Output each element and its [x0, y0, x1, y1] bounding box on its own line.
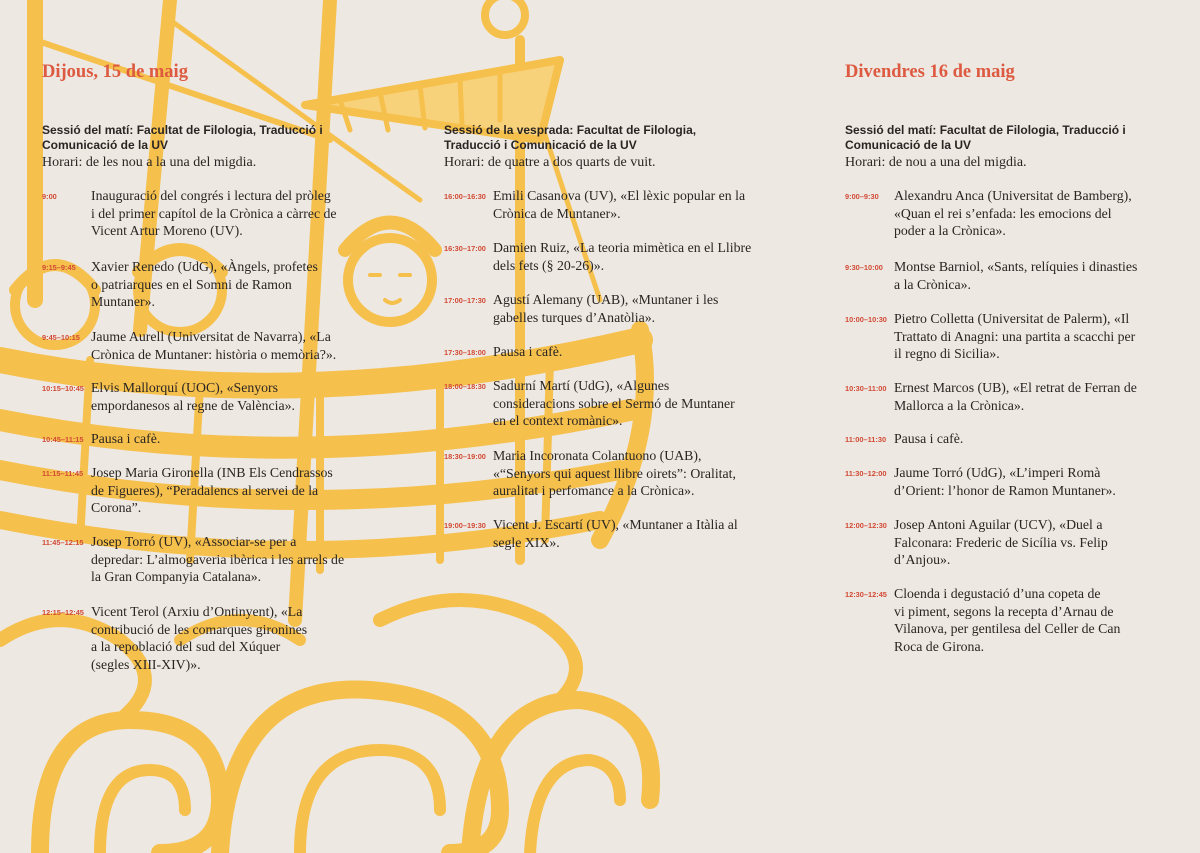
session-title-line: Traducció i Comunicació de la UV — [444, 138, 637, 152]
schedule-item — [42, 464, 362, 517]
event-time: 11:45–12:15 — [42, 538, 84, 547]
event-line: Emili Casanova (UV), «El lèxic popular en la — [493, 188, 746, 203]
event-line: a la repoblació del sud del Xúquer — [91, 639, 281, 654]
event-line: Agustí Alemany (UAB), «Muntaner i les — [493, 292, 719, 307]
event-line: Cloenda i degustació d’una copeta de — [894, 586, 1101, 601]
schedule-item — [845, 464, 1165, 499]
event-line: vi piment, segons la recepta d’Arnau de — [894, 603, 1114, 619]
event-line: empordanesos al regne de València». — [91, 397, 295, 413]
schedule-item — [444, 447, 774, 500]
schedule-item — [42, 533, 362, 586]
schedule-item — [845, 379, 1165, 414]
event-description — [894, 430, 1165, 448]
event-line: Ernest Marcos (UB), «El retrat de Ferran de — [894, 380, 1137, 395]
session-thursday-morning — [42, 123, 362, 171]
event-line: Muntaner». — [91, 294, 155, 309]
event-line: Corona”. — [91, 500, 142, 515]
event-line: d’Anjou». — [894, 552, 951, 567]
event-line: Pausa i cafè. — [894, 431, 964, 446]
event-line: Xavier Renedo (UdG), «Àngels, profetes — [91, 259, 318, 274]
schedule-item — [845, 585, 1165, 655]
event-time: 19:00–19:30 — [444, 521, 486, 530]
event-line: Pausa i cafè. — [493, 344, 563, 359]
event-time: 16:00–16:30 — [444, 192, 486, 201]
event-line: Crònica de Muntaner: història o memòria?». — [91, 346, 337, 362]
schedule-item — [845, 310, 1165, 363]
event-line: dels fets (§ 20-26)». — [493, 257, 605, 273]
event-description — [493, 447, 774, 500]
event-line: depredar: L’almogaveria ibèrica i les arrels de — [91, 551, 345, 567]
event-time: 10:15–10:45 — [42, 384, 84, 393]
event-line: Vicent Terol (Arxiu d’Ontinyent), «La — [91, 604, 303, 619]
event-description — [894, 516, 1165, 569]
event-line: Elvis Mallorquí (UOC), «Senyors — [91, 380, 279, 395]
schedule-item — [444, 516, 774, 551]
event-line: Pietro Colletta (Universitat de Palerm), «Il — [894, 311, 1130, 326]
event-time: 9:00 — [42, 192, 57, 201]
event-description — [91, 258, 362, 311]
event-description — [894, 379, 1165, 414]
session-hours: Horari: de les nou a la una del migdia. — [42, 155, 257, 170]
event-line: o patriarques en el Somni de Ramon — [91, 276, 292, 292]
schedule-item — [444, 239, 774, 274]
event-line: Jaume Torró (UdG), «L’imperi Romà — [894, 465, 1101, 480]
event-description — [91, 187, 362, 240]
event-description — [91, 430, 362, 448]
event-description — [894, 585, 1165, 655]
event-time: 18:00–18:30 — [444, 382, 486, 391]
event-description — [91, 464, 362, 517]
event-time: 11:15–11:45 — [42, 469, 84, 478]
event-time: 10:30–11:00 — [845, 384, 887, 393]
session-hours: Horari: de quatre a dos quarts de vuit. — [444, 155, 656, 170]
event-description — [91, 603, 362, 673]
event-description — [91, 379, 362, 414]
schedule-item — [42, 187, 362, 240]
event-time: 12:00–12:30 — [845, 521, 887, 530]
schedule-item — [845, 516, 1165, 569]
event-line: gabelles turques d’Anatòlia». — [493, 309, 656, 325]
event-time: 11:30–12:00 — [845, 469, 887, 478]
event-line: segle XIX». — [493, 534, 560, 550]
event-line: Pausa i cafè. — [91, 431, 161, 446]
schedule-item — [42, 328, 362, 363]
session-title — [42, 123, 362, 153]
session-thursday-afternoon — [444, 123, 774, 171]
event-description — [894, 258, 1165, 293]
event-line: Inauguració del congrés i lectura del pròleg — [91, 188, 331, 203]
event-line: Josep Antoni Aguilar (UCV), «Duel a — [894, 517, 1103, 532]
event-line: Sadurní Martí (UdG), «Algunes — [493, 378, 670, 393]
event-time: 18:30–19:00 — [444, 452, 486, 461]
schedule-item — [845, 430, 1165, 448]
event-time: 12:15–12:45 — [42, 608, 84, 617]
event-description — [493, 291, 774, 326]
event-line: poder a la Crònica». — [894, 223, 1006, 238]
event-time: 17:30–18:00 — [444, 348, 486, 357]
schedule-item — [42, 258, 362, 311]
event-line: Mallorca a la Crònica». — [894, 397, 1025, 413]
event-line: Vilanova, per gentilesa del Celler de Can — [894, 621, 1121, 636]
day-title-thursday: Dijous, 15 de maig — [42, 62, 188, 82]
event-time: 12:30–12:45 — [845, 590, 887, 599]
event-line: Trattato di Anagni: una partita a scacchi per — [894, 328, 1136, 344]
event-time: 10:45–11:15 — [42, 435, 84, 444]
event-description — [493, 343, 774, 361]
event-description — [493, 516, 774, 551]
event-line: de Figueres), “Peradalencs al servei de la — [91, 482, 319, 498]
event-line: Alexandru Anca (Universitat de Bamberg), — [894, 188, 1132, 203]
event-line: consideracions sobre el Sermó de Muntaner — [493, 395, 735, 411]
schedule-item — [845, 258, 1165, 293]
schedule-item — [444, 343, 774, 361]
event-line: d’Orient: l’honor de Ramon Muntaner». — [894, 482, 1116, 498]
event-line: Vicent J. Escartí (UV), «Muntaner a Itàlia al — [493, 517, 738, 532]
event-line: Vicent Artur Moreno (UV). — [91, 223, 243, 238]
event-time: 9:00–9:30 — [845, 192, 879, 201]
event-time: 9:15–9:45 — [42, 263, 76, 272]
session-title-line: Sessió de la vesprada: Facultat de Filologia, — [444, 123, 697, 137]
event-line: la Gran Companyia Catalana». — [91, 569, 262, 584]
event-description — [894, 187, 1165, 240]
session-title — [845, 123, 1165, 153]
event-description — [493, 187, 774, 222]
event-line: Josep Torró (UV), «Associar-se per a — [91, 534, 297, 549]
session-title-line: Comunicació de la UV — [42, 138, 169, 152]
schedule-item — [444, 291, 774, 326]
event-line: Montse Barniol, «Sants, relíquies i dinasties — [894, 259, 1138, 274]
event-description — [91, 533, 362, 586]
event-time: 11:00–11:30 — [845, 435, 887, 444]
day-title-friday: Divendres 16 de maig — [845, 62, 1015, 82]
event-description — [894, 464, 1165, 499]
event-line: Jaume Aurell (Universitat de Navarra), «La — [91, 329, 331, 344]
session-title-line: Sessió del matí: Facultat de Filologia, Traducció i — [42, 123, 323, 137]
event-line: Maria Incoronata Colantuono (UAB), — [493, 448, 702, 463]
event-line: il regno di Sicilia». — [894, 346, 1000, 361]
event-time: 9:30–10:00 — [845, 263, 883, 272]
session-title-line: Comunicació de la UV — [845, 138, 972, 152]
event-line: contribució de les comarques gironines — [91, 621, 308, 637]
event-time: 16:30–17:00 — [444, 244, 486, 253]
schedule-item — [845, 187, 1165, 240]
event-line: en el context romànic». — [493, 413, 623, 428]
event-line: i del primer capítol de la Crònica a càrrec de — [91, 205, 337, 221]
event-line: Josep Maria Gironella (INB Els Cendrassos — [91, 465, 333, 480]
schedule-item — [42, 430, 362, 448]
event-line: Crònica de Muntaner». — [493, 205, 621, 221]
event-line: Roca de Girona. — [894, 638, 985, 654]
event-time: 17:00–17:30 — [444, 296, 486, 305]
schedule-item — [444, 377, 774, 430]
event-line: «Quan el rei s’enfada: les emocions del — [894, 205, 1112, 221]
event-line: Falconara: Frederic de Sicília vs. Felip — [894, 534, 1108, 550]
event-description — [493, 377, 774, 430]
event-time: 10:00–10:30 — [845, 315, 887, 324]
event-line: a la Crònica». — [894, 276, 972, 292]
event-description — [493, 239, 774, 274]
session-title — [444, 123, 774, 153]
event-line: (segles XIII-XIV)». — [91, 656, 201, 672]
event-line: «“Senyors qui aquest llibre oirets”: Oralitat, — [493, 465, 736, 481]
event-description — [91, 328, 362, 363]
schedule-item — [444, 187, 774, 222]
event-description — [894, 310, 1165, 363]
event-line: auralitat i perfomance a la Crònica». — [493, 483, 695, 498]
schedule-item — [42, 603, 362, 673]
event-line: Damien Ruiz, «La teoria mimètica en el Llibre — [493, 240, 752, 255]
event-time: 9:45–10:15 — [42, 333, 80, 342]
session-friday-morning — [845, 123, 1165, 171]
schedule-item — [42, 379, 362, 414]
session-title-line: Sessió del matí: Facultat de Filologia, Traducció i — [845, 123, 1126, 137]
session-hours: Horari: de nou a una del migdia. — [845, 155, 1027, 170]
